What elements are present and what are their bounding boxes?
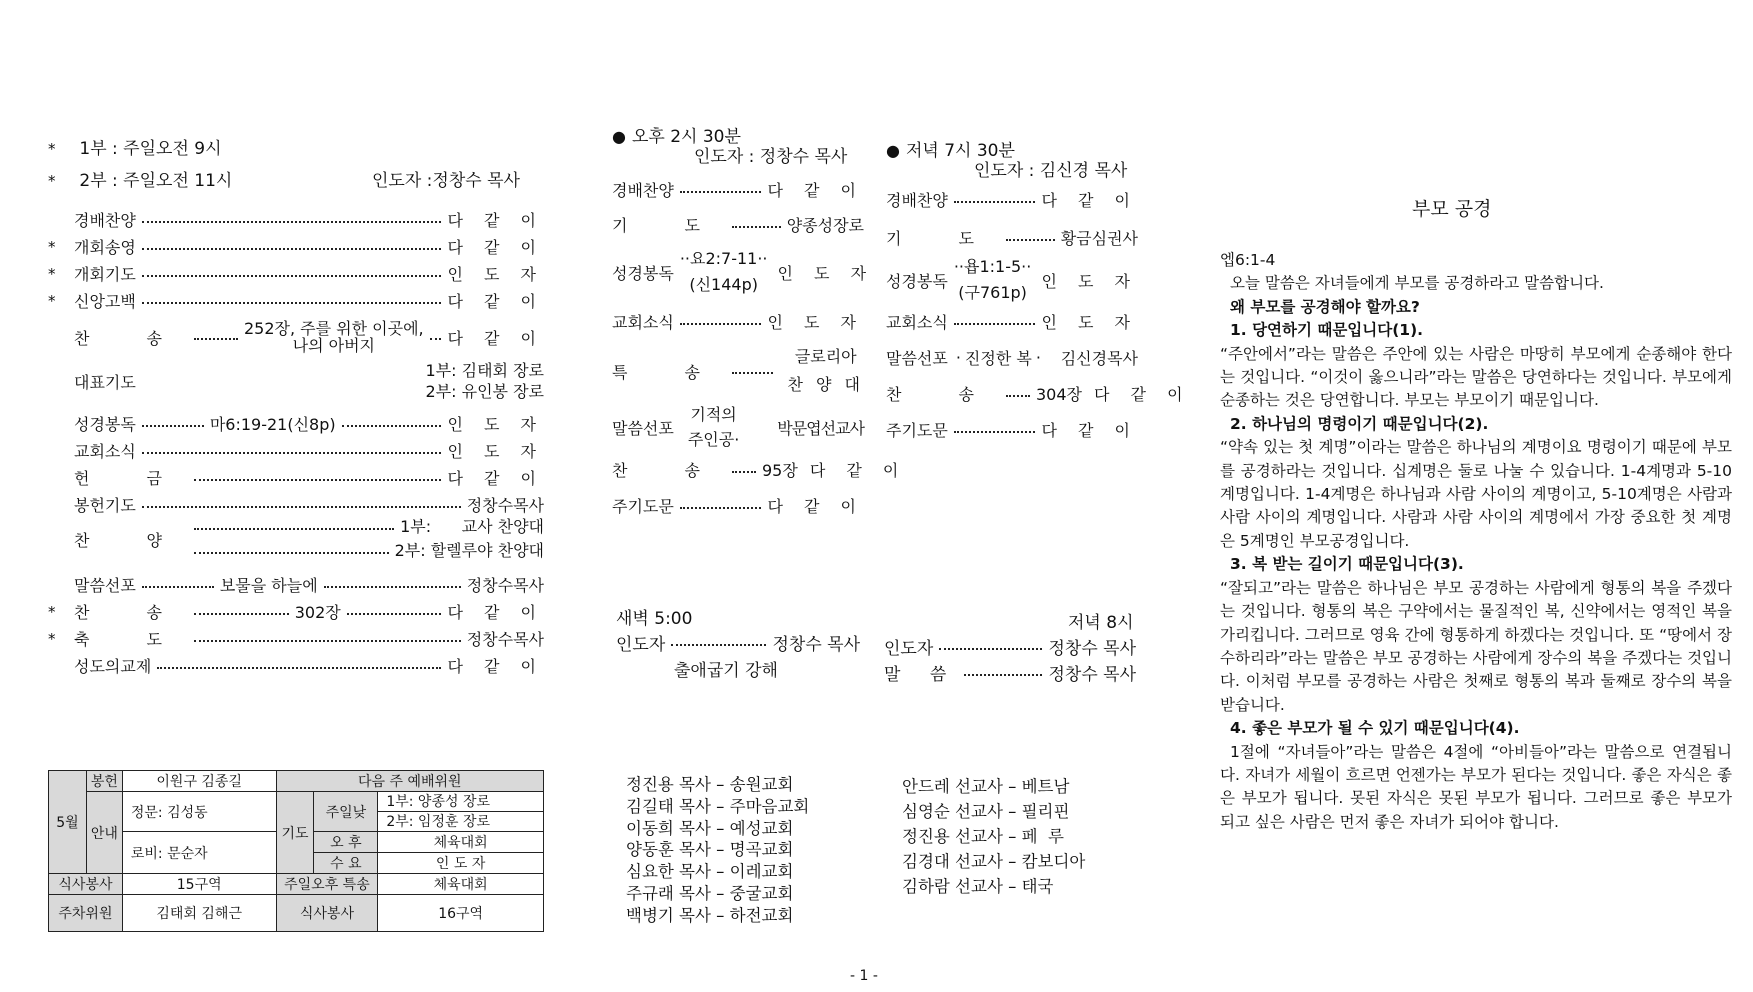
afternoon-sermon-row: 말씀선포 기적의 주인공· 박문엽선교사 xyxy=(612,405,864,449)
special-song-label: 주일오후 특송 xyxy=(276,874,378,895)
offering-label: 봉헌 xyxy=(86,771,122,792)
sunday-value-2: 2부: 임정훈 장로 xyxy=(378,812,544,832)
order-row: 찬 송 95장 다 같 이 xyxy=(612,461,907,480)
special-song-row: 특 송 글로리아 찬 양 대 xyxy=(612,347,864,394)
next-meal-value: 16구역 xyxy=(378,895,544,932)
dawn-leader-row: 인도자 정창수 목사 xyxy=(616,635,860,655)
benediction-row: * 축 도 정창수목사 xyxy=(48,629,544,649)
usher-lobby: 로비: 문순자 xyxy=(122,832,276,874)
order-row: 경배찬양 다 같 이 xyxy=(612,181,864,200)
meal-label: 식사봉사 xyxy=(49,874,123,895)
sunday-value-1: 1부: 양종성 장로 xyxy=(378,792,544,812)
order-row: 주기도문 다 같 이 xyxy=(886,421,1138,440)
list-item: 김하람 선교사 – 태국 xyxy=(902,877,1054,896)
afternoon-title: ● 오후 2시 30분 xyxy=(612,127,741,147)
offering-value: 이원구 김종길 xyxy=(122,771,276,792)
night-title: 저녁 8시 xyxy=(1068,613,1134,633)
bullet-icon: ● xyxy=(886,141,900,160)
order-row: 기 도 양종성장로 xyxy=(612,216,864,235)
bullet-icon: ● xyxy=(612,127,626,146)
special-song-value: 체육대회 xyxy=(378,874,544,895)
sermon-question: 왜 부모를 공경해야 할까요? xyxy=(1230,297,1420,316)
order-row: 봉헌기도 정창수목사 xyxy=(74,496,544,515)
scripture-row: 성경봉독 ··욥1:1-5·· (구761p) 인 도 자 xyxy=(886,257,1138,302)
scripture-reading-row: 성경봉독 마6:19-21(신8p) 인 도 자 xyxy=(74,415,544,434)
parking-label: 주차위원 xyxy=(49,895,123,932)
list-item: 양동훈 목사 – 명곡교회 xyxy=(626,840,794,860)
evening-title: ● 저녁 7시 30분 xyxy=(886,141,1015,161)
sermon-paragraph-2: “약속 있는 첫 계명”이라는 말씀은 하나님의 계명이요 명령이기 때문에 부모를 공경하라는 것입니다. 십계명은 둘로 나눌 수 있습니다. 1-4계명과 5-10계명입니다. 1-4계명은 하나님과 사람 사이의 계명이고, 5-10계명은 사람과 사람 사이의 계명입니다. 사람과 사람 사이의 계명에서 가장 중요한 첫 계명은 5계명인 부모공경입니다. xyxy=(1220,438,1732,550)
afternoon-leader: 인도자 : 정창수 목사 xyxy=(694,147,848,167)
sunday-label: 주일낮 xyxy=(314,792,378,832)
month-cell: 5월 xyxy=(49,771,87,874)
list-item: 김경대 선교사 – 캄보디아 xyxy=(902,852,1086,871)
closing-hymn-row: * 찬 송 302장 다 같 이 xyxy=(48,602,545,622)
order-row: * 개회송영 다 같 이 xyxy=(48,237,544,257)
sermon-reference: 엡6:1-4 xyxy=(1220,251,1276,269)
sermon-row: 말씀선포 보물을 하늘에 정창수목사 xyxy=(74,576,544,595)
dawn-text: 출애굽기 강해 xyxy=(674,661,778,681)
sermon-intro: 오늘 말씀은 자녀들에게 부모를 공경하라고 말씀합니다. xyxy=(1230,274,1604,293)
order-row: * 개회기도 인 도 자 xyxy=(48,264,544,284)
order-row: 기 도 황금심권사 xyxy=(886,229,1138,248)
meal-value: 15구역 xyxy=(122,874,276,895)
evening-leader: 인도자 : 김신경 목사 xyxy=(974,161,1128,181)
afternoon-label: 오 후 xyxy=(314,832,378,853)
list-item: 정진용 목사 – 송원교회 xyxy=(626,775,794,794)
order-row: 교회소식 인 도 자 xyxy=(612,313,864,332)
afternoon-value: 체육대회 xyxy=(378,832,544,853)
order-row: 헌 금 다 같 이 xyxy=(74,469,544,488)
order-row: 찬 송 304장 다 같 이 xyxy=(886,385,1191,404)
next-meal-label: 식사봉사 xyxy=(276,895,378,932)
order-row: 경배찬양 다 같 이 xyxy=(886,191,1138,210)
list-item: 이동희 목사 – 예성교회 xyxy=(626,818,794,838)
service-1-time: * 1부 : 주일오전 9시 xyxy=(48,139,222,159)
order-row: 교회소식 인 도 자 xyxy=(74,442,544,461)
list-item: 백병기 목사 – 하전교회 xyxy=(626,905,794,925)
order-row: 경배찬양 다 같 이 xyxy=(74,211,544,230)
sermon-text xyxy=(1220,249,1732,834)
order-row: 교회소식 인 도 자 xyxy=(886,313,1138,332)
wednesday-label: 수 요 xyxy=(314,853,378,874)
list-item: 정진용 선교사 – 페 루 xyxy=(902,827,1064,846)
duty-roster-table xyxy=(48,770,544,932)
opening-hymn-row: 찬 송 252장, 주를 위한 이곳에, 나의 아버지 다 같 이 xyxy=(74,319,544,355)
fellowship-row: 성도의교제 다 같 이 xyxy=(74,657,544,676)
representative-prayer-row: 대표기도 1부: 김태회 장로 2부: 유인봉 장로 xyxy=(74,361,544,401)
service-leader: 인도자 :정창수 목사 xyxy=(372,171,520,191)
sermon-heading-2: 2. 하나님의 명령이기 때문입니다(2). xyxy=(1230,414,1489,433)
list-item: 김길태 목사 – 주마음교회 xyxy=(626,796,810,816)
sermon-heading-1: 1. 당연하기 때문입니다(1). xyxy=(1230,321,1424,340)
order-row: * 신앙고백 다 같 이 xyxy=(48,291,544,311)
dawn-title: 새벽 5:00 xyxy=(616,609,693,629)
service-2-time: * 2부 : 주일오전 11시 xyxy=(48,171,233,191)
order-row: 주기도문 다 같 이 xyxy=(612,497,864,516)
missionary-list xyxy=(902,774,1085,899)
night-leader-row: 인도자 정창수 목사 xyxy=(884,639,1136,659)
page-number: - 1 - xyxy=(850,968,878,984)
usher-main: 정문: 김성동 xyxy=(122,792,276,832)
sermon-title: 부모 공경 xyxy=(1412,198,1492,220)
choir-row: 찬 양 1부: 교사 찬양대 2부: 할렐루야 찬양대 xyxy=(74,517,544,560)
list-item: 심요한 목사 – 이레교회 xyxy=(626,862,794,882)
sermon-paragraph-3: “잘되고”라는 말씀은 하나님은 부모 공경하는 사람에게 형통의 복을 주겠다는 것입니다. 형통의 복은 구약에서는 물질적인 복, 신약에서는 영적인 복을 가리킵니다. 그러므로 영육 간에 형통하게 하겠다는 것입니다. 또 “땅에서 장수하리라”라는 말씀은 부모 공경하는 사람에게 장수의 복을 주겠다는 것입니다. 이처럼 부모를 공경하는 사람은 첫째로 형통의 복과 둘째로 장수의 복을 받습니다. xyxy=(1220,578,1732,714)
pastor-list xyxy=(626,774,809,927)
night-word-row: 말 씀 정창수 목사 xyxy=(884,665,1136,685)
sermon-paragraph-1: “주안에서”라는 말씀은 주안에 있는 사람은 마땅히 부모에게 순종해야 한다는 것입니다. “이것이 옳으니라”라는 말씀은 당연하다는 것입니다. 부모에게 순종하는 것은 당연합니다. 부모는 부모이기 때문입니다. xyxy=(1220,344,1732,410)
list-item: 주규래 목사 – 중굴교회 xyxy=(626,883,794,903)
parking-value: 김태회 김해근 xyxy=(122,895,276,932)
usher-label: 안내 xyxy=(86,792,122,874)
list-item: 안드레 선교사 – 베트남 xyxy=(902,777,1070,796)
evening-sermon-row: 말씀선포 · 진정한 복 · 김신경목사 xyxy=(886,348,1138,368)
scripture-row: 성경봉독 ··요2:7-11·· (신144p) 인 도 자 xyxy=(612,249,875,294)
sermon-paragraph-4: 1절에 “자녀들아”라는 말씀은 4절에 “아비들아”라는 말씀으로 연결됩니다. 자녀가 세월이 흐르면 언젠가는 부모가 된다는 것입니다. 좋은 자식은 좋은 부모가 됩니다. 못된 자식은 못된 부모가 됩니다. 그러므로 좋은 부모가 되고 싶은 사람은 먼저 좋은 자녀가 되어야 합니다. xyxy=(1220,742,1732,831)
prayer-label: 기도 xyxy=(276,792,314,874)
next-week-header: 다음 주 예배위원 xyxy=(276,771,543,792)
wednesday-value: 인 도 자 xyxy=(378,853,544,874)
sermon-heading-3: 3. 복 받는 길이기 때문입니다(3). xyxy=(1230,555,1464,574)
sermon-heading-4: 4. 좋은 부모가 될 수 있기 때문입니다(4). xyxy=(1230,719,1520,738)
list-item: 심영순 선교사 – 필리핀 xyxy=(902,802,1070,821)
